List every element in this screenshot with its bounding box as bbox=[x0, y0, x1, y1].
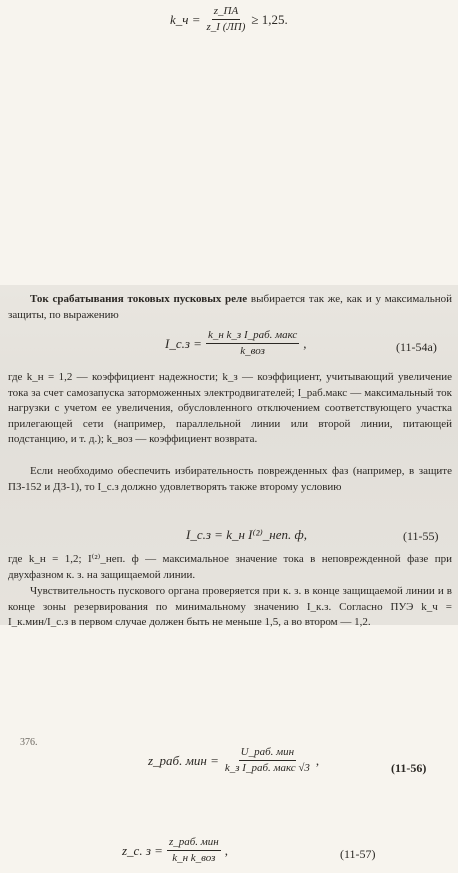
formula-57-numerator: z_раб. мин bbox=[167, 837, 221, 851]
formula-11-55 bbox=[186, 527, 307, 543]
formula-57-fraction bbox=[167, 837, 221, 864]
formula-54a-denominator: k_воз bbox=[240, 345, 265, 357]
formula-top-denominator: z_I (ЛП) bbox=[206, 21, 246, 33]
paragraph-5: Чувствительность пускового органа проверяется при к. з. в конце защищаемой линии и в конце зоны резервирования по минимальному значению I_к.з. Согласно ПУЭ k_ч = I_к.мин/I_с.з в первом случае должен быть не меньше 1,5, а во втором — 1,2. bbox=[8, 585, 452, 629]
formula-11-54a bbox=[165, 330, 307, 357]
formula-56-denominator: k_з I_раб. макс √3 bbox=[224, 762, 310, 774]
formula-11-57 bbox=[122, 837, 228, 864]
formula-55-expression: I_с.з = k_н I⁽²⁾_неп. ф, bbox=[186, 527, 307, 542]
formula-top-rhs: ≥ 1,25. bbox=[251, 11, 288, 27]
equation-number-11-55: (11-55) bbox=[403, 529, 439, 543]
paragraph-1-bold: Ток срабатывания токовых пусковых реле bbox=[30, 293, 248, 305]
equation-number-11-54a: (11-54а) bbox=[396, 340, 437, 354]
formula-57-lhs: z_с. з = bbox=[122, 842, 163, 858]
formula-54a-tail: , bbox=[303, 335, 307, 351]
paragraph-1-rest: выбирается так же, как и у максимальной защиты, по выражению bbox=[8, 293, 453, 321]
formula-54a-numerator: k_н k_з I_раб. макс bbox=[206, 330, 299, 344]
formula-top bbox=[170, 6, 288, 33]
paragraph-2: где k_н = 1,2 — коэффициент надежности; k_з — коэффициент, учитывающий увеличение тока за счет самозапуска заторможенных электродвигателей; I_раб.макс — максимальный ток нагрузки с учетом ее увеличения, обусловленного отключением соответствующего участка прилегающей сети (например, параллельной линии или второй линии, питающей подстанцию, и т. д.); k_воз — коэффициент возврата. bbox=[8, 371, 452, 446]
paragraph-4: где k_н = 1,2; I⁽²⁾_неп. ф — максимальное значение тока в неповрежденной фазе при двухфазном к. з. на защищаемой линии. bbox=[8, 553, 452, 581]
formula-top-fraction bbox=[205, 6, 248, 33]
paragraph-3: Если необходимо обеспечить избирательность поврежденных фаз (например, в защите ПЗ-152 и ДЗ-1), то I_с.з должно удовлетворять также второму условию bbox=[8, 465, 452, 493]
formula-57-tail: , bbox=[224, 842, 228, 858]
formula-top-numerator: z_ПА bbox=[212, 6, 240, 20]
page-number-fragment: 376. bbox=[20, 737, 38, 748]
formula-56-numerator: U_раб. мин bbox=[239, 747, 296, 761]
formula-54a-lhs: I_с.з = bbox=[165, 335, 202, 351]
formula-11-56 bbox=[148, 747, 319, 774]
formula-top-lhs: k_ч = bbox=[170, 11, 201, 27]
equation-number-11-56: (11-56) bbox=[391, 761, 427, 775]
formula-54a-fraction bbox=[206, 330, 299, 357]
equation-number-11-57: (11-57) bbox=[340, 847, 376, 861]
paragraph-1 bbox=[8, 292, 452, 323]
formula-56-lhs: z_раб. мин = bbox=[148, 752, 219, 768]
formula-57-denominator: k_н k_воз bbox=[172, 852, 216, 864]
formula-56-fraction bbox=[223, 747, 312, 774]
formula-56-tail: , bbox=[315, 752, 320, 768]
